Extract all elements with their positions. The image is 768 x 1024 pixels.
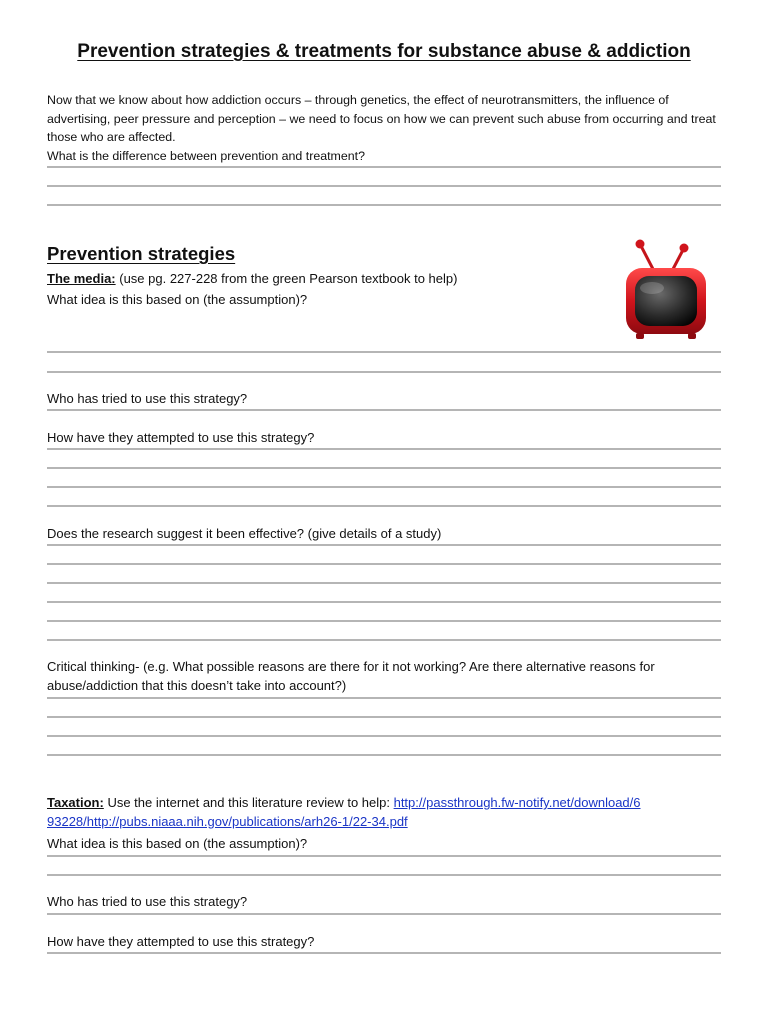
answer-line[interactable]: [47, 639, 721, 641]
answer-line[interactable]: [47, 563, 721, 565]
taxation-question-how: How have they attempted to use this strategy?: [47, 934, 315, 949]
answer-line[interactable]: [47, 505, 721, 507]
media-instruction: [47, 269, 457, 288]
answer-line[interactable]: [47, 486, 721, 488]
intro-paragraph: Now that we know about how addiction occurs – through genetics, the effect of neurotransmitters, the influence of advertising, peer pressure and perception – we need to focus on how we can prevent such abuse from occurring and treat those who are affected.: [47, 93, 716, 144]
answer-line[interactable]: [47, 735, 721, 737]
answer-line[interactable]: [47, 716, 721, 718]
answer-line[interactable]: [47, 409, 721, 411]
answer-line[interactable]: [47, 620, 721, 622]
answer-line[interactable]: [47, 544, 721, 546]
answer-line[interactable]: [47, 855, 721, 857]
intro-text: [47, 91, 727, 165]
media-question-who: Who has tried to use this strategy?: [47, 391, 248, 406]
literature-review-link[interactable]: http://passthrough.fw-notify.net/download/693228/http://pubs.niaaa.nih.gov/publications/arh26-1/22-34.pdf: [47, 795, 641, 829]
intro-question: What is the difference between prevention and treatment?: [47, 148, 365, 163]
taxation-instruction-text: Use the internet and this literature review to help:: [103, 795, 394, 810]
taxation-instruction: [47, 793, 647, 831]
media-question-critical: Critical thinking- (e.g. What possible reasons are there for it not working? Are there alternative reasons for abuse/addiction that this doesn’t take into account?): [47, 659, 655, 693]
television-icon: [622, 238, 712, 342]
media-question-assumption: What idea is this based on (the assumption)?: [47, 292, 308, 307]
media-instruction-text: (use pg. 227-228 from the green Pearson textbook to help): [115, 271, 458, 286]
answer-line[interactable]: [47, 351, 721, 353]
media-question-research: Does the research suggest it been effective? (give details of a study): [47, 526, 442, 541]
answer-line[interactable]: [47, 467, 721, 469]
answer-line[interactable]: [47, 582, 721, 584]
answer-line[interactable]: [47, 601, 721, 603]
answer-line[interactable]: [47, 913, 721, 915]
answer-line[interactable]: [47, 185, 721, 187]
taxation-question-assumption: What idea is this based on (the assumption)?: [47, 836, 308, 851]
media-question-how: How have they attempted to use this strategy?: [47, 430, 315, 445]
media-label: The media:: [47, 271, 116, 286]
answer-line[interactable]: [47, 371, 721, 373]
answer-line[interactable]: [47, 952, 721, 954]
page-title: Prevention strategies & treatments for substance abuse & addiction: [77, 41, 691, 62]
answer-line[interactable]: [47, 754, 721, 756]
answer-line[interactable]: [47, 697, 721, 699]
answer-line[interactable]: [47, 204, 721, 206]
taxation-question-who: Who has tried to use this strategy?: [47, 894, 248, 909]
answer-line[interactable]: [47, 448, 721, 450]
taxation-label: Taxation:: [47, 795, 104, 810]
answer-line[interactable]: [47, 166, 721, 168]
answer-line[interactable]: [47, 874, 721, 876]
prevention-heading: Prevention strategies: [47, 243, 236, 264]
